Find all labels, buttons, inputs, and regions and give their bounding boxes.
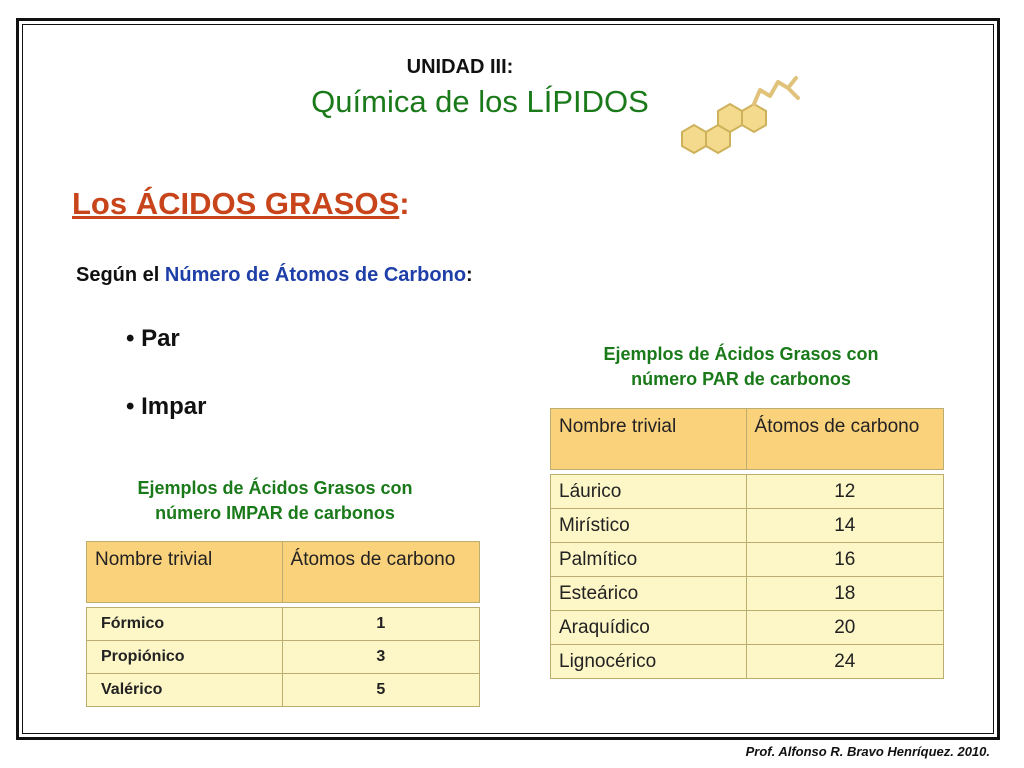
column-header: Átomos de carbono xyxy=(282,542,479,603)
table-row xyxy=(87,674,480,707)
name-cell: Esteárico xyxy=(551,577,747,611)
author-footer: Prof. Alfonso R. Bravo Henríquez. 2010. xyxy=(745,744,990,759)
column-header: Nombre trivial xyxy=(551,409,747,470)
value-cell: 3 xyxy=(282,641,479,674)
name-cell: Araquídico xyxy=(551,611,747,645)
bullet-item-impar: • Impar xyxy=(126,393,207,420)
name-cell: Fórmico xyxy=(87,608,283,641)
table-row xyxy=(87,608,480,641)
unit-label: UNIDAD III: xyxy=(406,56,514,78)
table-row xyxy=(551,509,944,543)
column-header: Átomos de carbono xyxy=(746,409,943,470)
table-row xyxy=(87,641,480,674)
caption-line: Ejemplos de Ácidos Grasos con xyxy=(137,478,413,498)
column-header: Nombre trivial xyxy=(87,542,283,603)
section-title xyxy=(72,186,410,222)
criterion-highlight: Número de Átomos de Carbono xyxy=(164,264,467,286)
par-table-caption xyxy=(556,342,926,392)
value-cell: 24 xyxy=(746,645,943,679)
table-row xyxy=(551,645,944,679)
steroid-molecule-icon xyxy=(662,70,812,165)
caption-line: número IMPAR de carbonos xyxy=(155,503,395,523)
bullet-label: Par xyxy=(141,325,180,352)
table-row xyxy=(551,475,944,509)
name-cell: Mirístico xyxy=(551,509,747,543)
impar-table-caption xyxy=(90,476,460,526)
table-header-row xyxy=(551,409,944,470)
criterion-prefix: Según el xyxy=(76,264,165,286)
caption-line: número PAR de carbonos xyxy=(631,369,851,389)
par-carbon-table xyxy=(550,408,944,679)
table-header-row xyxy=(87,542,480,603)
table-row xyxy=(551,543,944,577)
value-cell: 14 xyxy=(746,509,943,543)
value-cell: 18 xyxy=(746,577,943,611)
table-row xyxy=(551,611,944,645)
value-cell: 12 xyxy=(746,475,943,509)
name-cell: Láurico xyxy=(551,475,747,509)
section-title-text: Los ÁCIDOS GRASOS xyxy=(72,186,400,221)
caption-line: Ejemplos de Ácidos Grasos con xyxy=(603,344,879,364)
value-cell: 5 xyxy=(282,674,479,707)
name-cell: Palmítico xyxy=(551,543,747,577)
name-cell: Valérico xyxy=(87,674,283,707)
criterion-suffix: : xyxy=(466,264,473,286)
section-title-colon: : xyxy=(399,186,410,221)
name-cell: Propiónico xyxy=(87,641,283,674)
classification-criterion xyxy=(76,264,473,287)
impar-carbon-table xyxy=(86,541,480,707)
value-cell: 16 xyxy=(746,543,943,577)
table-row xyxy=(551,577,944,611)
bullet-label: Impar xyxy=(141,393,207,420)
page-title: Química de los LÍPIDOS xyxy=(311,84,649,119)
value-cell: 1 xyxy=(282,608,479,641)
bullet-item-par: • Par xyxy=(126,325,180,352)
value-cell: 20 xyxy=(746,611,943,645)
name-cell: Lignocérico xyxy=(551,645,747,679)
